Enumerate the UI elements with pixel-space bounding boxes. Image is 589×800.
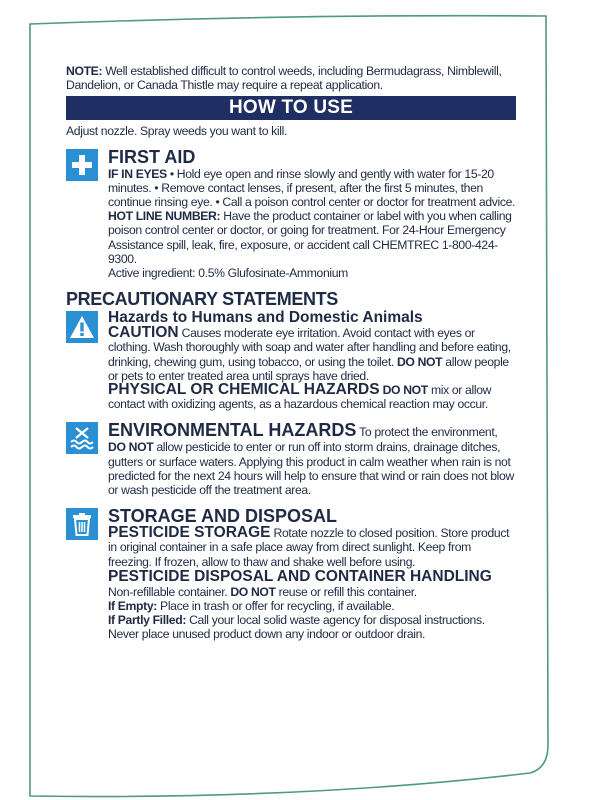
disposal-body-1: Non-refillable container. [108, 584, 231, 599]
first-aid-title: FIRST AID [108, 146, 196, 167]
trash-bin-icon [66, 508, 98, 540]
physical-title: PHYSICAL OR CHEMICAL HAZARDS [108, 381, 380, 399]
storage-section [66, 507, 516, 641]
if-empty-text [108, 599, 516, 613]
note-paragraph [66, 64, 516, 92]
warning-triangle-icon [66, 311, 98, 343]
hazards-section [66, 310, 516, 411]
caution-body-2: allow people or pets to enter treated area until sprays have dried. [108, 354, 509, 383]
first-aid-cross-icon [66, 149, 98, 181]
caution-label: CAUTION [108, 324, 179, 342]
storage-text [108, 526, 516, 569]
note-label: NOTE: [66, 64, 103, 78]
if-partly-filled-body: Call your local solid waste agency for disposal instructions. Never place unused product down any indoor or outdoor drain. [108, 613, 485, 642]
do-not-label: DO NOT [379, 383, 428, 398]
if-in-eyes-label: IF IN EYES [108, 166, 167, 181]
environmental-body-1: To protect the environment, [356, 425, 498, 440]
physical-text: mix or allow contact with oxidizing agents, as a hazardous chemical reaction may occur. [108, 383, 492, 412]
how-to-use-banner: HOW TO USE [66, 96, 516, 120]
storage-title: STORAGE AND DISPOSAL [108, 506, 338, 527]
if-partly-filled-label: If Partly Filled: [108, 613, 187, 628]
active-ingredient: Active ingredient: 0.5% Glufosinate-Ammonium [108, 266, 348, 281]
hazards-title: Hazards to Humans and Domestic Animals [108, 309, 423, 327]
do-not-label: DO NOT [396, 354, 443, 369]
product-label [66, 64, 516, 652]
if-empty-body: Place in trash or offer for recycling, if available. [157, 599, 395, 614]
environmental-body-2: allow pesticide to enter or run off into storm drains, drainage ditches, gutters or surface waters. Applying this product in calm weather when rain is not predicted for the next 24 hours will help to ensure that wind or rain does not blow or wash pesticide off the treatment area. [108, 440, 514, 498]
do-not-label: DO NOT [108, 440, 154, 455]
water-waves-icon [66, 422, 98, 454]
if-empty-label: If Empty: [108, 599, 157, 614]
hotline-text: Have the product container or label with you when calling poison control center or doctor, or going for treatment. For 24-Hour Emergency Assistance spill, leak, fire, exposure, or accident call CHEMTREC 1-800-424-9300. [108, 209, 512, 266]
precautionary-title: PRECAUTIONARY STATEMENTS [66, 289, 338, 310]
environmental-text [108, 421, 516, 497]
if-in-eyes-text: • Hold eye open and rinse slowly and gently with water for 15-20 minutes. • Remove contact lenses, if present, after the first 5 minutes, then continue rinsing eye. • Call a poison control center or doctor for treatment advice. [108, 166, 516, 210]
disposal-body-2: reuse or refill this container. [275, 584, 417, 599]
note-text: Well established difficult to control weeds, including Bermudagrass, Nimblewill, Dandelion, or Canada Thistle may require a repeat application. [66, 64, 502, 93]
storage-body: Rotate nozzle to closed position. Store product in original container in a safe place away from direct sunlight. Keep from freezing. If frozen, allow to thaw and shake well before using. [108, 526, 510, 569]
first-aid-section [66, 148, 516, 281]
if-partly-filled-text [108, 613, 516, 641]
hotline-label: HOT LINE NUMBER: [108, 209, 221, 224]
disposal-text [108, 585, 516, 599]
storage-label: PESTICIDE STORAGE [108, 524, 271, 542]
first-aid-text [108, 167, 516, 266]
caution-body: Causes moderate eye irritation. Avoid contact with eyes or clothing. Wash thoroughly with soap and water after handling and before eating, drinking, chewing gum, using tobacco, or using the toilet. [108, 326, 511, 369]
how-to-use-text: Adjust nozzle. Spray weeds you want to kill. [66, 124, 288, 139]
do-not-label: DO NOT [230, 584, 276, 599]
physical-hazards [108, 383, 516, 411]
disposal-title: PESTICIDE DISPOSAL AND CONTAINER HANDLING [108, 567, 492, 585]
environmental-title: ENVIRONMENTAL HAZARDS [108, 420, 357, 441]
caution-text [108, 326, 516, 383]
environmental-section [66, 421, 516, 497]
